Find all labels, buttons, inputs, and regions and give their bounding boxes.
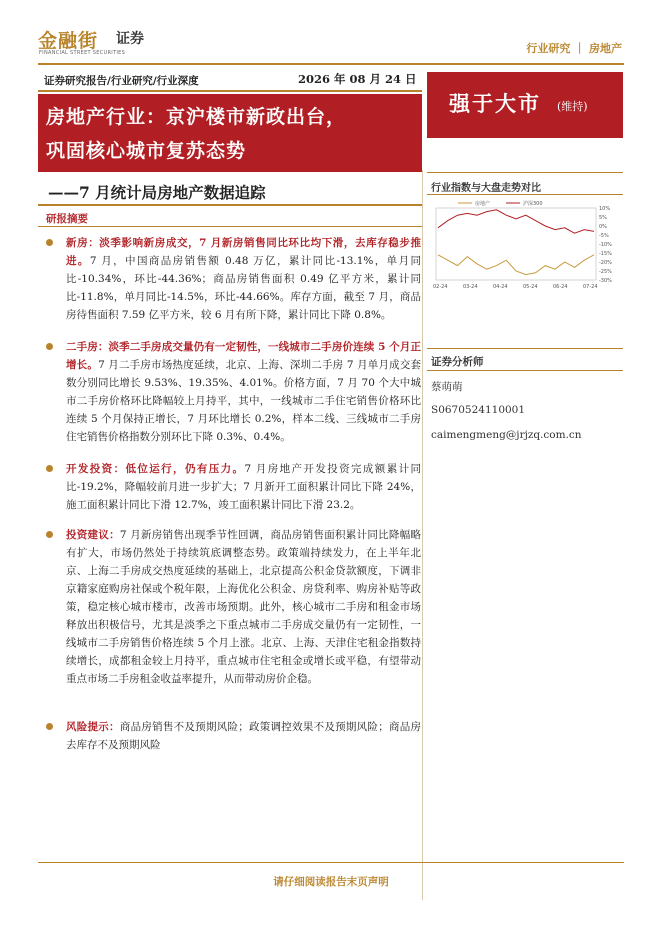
logo-sub-text: FINANCIAL STREET SECURITIES	[39, 50, 126, 56]
y-tick-label: -20%	[599, 260, 612, 266]
summary-item-body: 7 月，中国商品房销售额 0.48 万亿，累计同比-13.1%，单月同比-10.34%，环比-44.36%；商品房销售面积 0.49 亿平方米，累计同比-11.8%，单月同比-14.5%，环比-44.66%。库存方面，截至 7 月，商品房待售面积 7.59 亿平方米，较 6 月有所下降，累计同比下降 0.8%。	[66, 255, 421, 321]
analyst-license: S0670524110001	[431, 404, 526, 416]
rating-banner	[427, 72, 623, 138]
legend-label-0: 房地产	[475, 201, 491, 207]
x-tick-label: 07-24	[583, 284, 598, 290]
x-tick-label: 05-24	[523, 284, 538, 290]
bullet-dot-icon	[46, 531, 53, 538]
report-subtitle: ——7 月统计局房地产数据追踪	[48, 183, 266, 202]
series-line-1	[438, 210, 594, 233]
logo-main-text: 金融街	[38, 30, 99, 52]
meta-divider	[38, 90, 422, 92]
summary-item-new-home	[46, 234, 421, 324]
y-tick-label: 5%	[599, 215, 607, 221]
header-category: 行业研究 ｜ 房地产	[526, 42, 622, 55]
y-tick-label: -25%	[599, 269, 612, 275]
footer-disclaimer: 请仔细阅读报告末页声明	[273, 876, 389, 888]
rating-sub: (维持)	[557, 100, 588, 113]
chart-heading-divider	[427, 194, 623, 195]
chart-svg	[428, 196, 624, 300]
summary-item-lead: 投资建议：	[66, 529, 120, 541]
rating-main: 强于大市	[449, 91, 541, 116]
summary-item-advice	[46, 526, 421, 688]
analyst-heading-divider	[427, 370, 623, 371]
summary-item-lead: 开发投资：低位运行，仍有压力。	[66, 463, 245, 475]
sector-vs-index-chart	[428, 196, 624, 300]
title-banner	[38, 94, 422, 172]
report-date: 2026 年 08 月 24 日	[298, 72, 417, 86]
bullet-dot-icon	[46, 465, 53, 472]
chart-top-divider	[427, 172, 623, 173]
summary-divider	[38, 226, 422, 227]
analyst-top-divider	[427, 348, 623, 349]
y-tick-label: -10%	[599, 242, 612, 248]
legend-label-1: 沪深300	[523, 201, 543, 207]
title-line-2: 巩固核心城市复苏态势	[46, 140, 247, 162]
analyst-heading: 证券分析师	[431, 356, 484, 368]
analyst-email[interactable]: caimengmeng@jrjzq.com.cn	[431, 429, 582, 441]
x-tick-label: 02-24	[433, 284, 448, 290]
footer-divider	[38, 862, 624, 863]
summary-item-lead: 二手房：淡季二手房成交量仍有一定韧性，一线城市二手房价连续 5 个月正增长。	[66, 341, 421, 371]
title-line-1: 房地产行业：京沪楼市新政出台，	[46, 106, 347, 128]
subtitle-divider	[38, 204, 422, 206]
summary-item-investment	[46, 460, 421, 514]
x-tick-label: 03-24	[463, 284, 478, 290]
column-divider	[422, 170, 423, 900]
series-line-0	[438, 255, 594, 275]
bullet-dot-icon	[46, 343, 53, 350]
y-tick-label: -30%	[599, 278, 612, 284]
summary-item-risk	[46, 718, 421, 754]
x-tick-label: 04-24	[493, 284, 508, 290]
summary-heading: 研报摘要	[46, 213, 88, 225]
company-logo	[38, 24, 144, 58]
y-tick-label: -5%	[599, 233, 609, 239]
summary-item-body: 7 月二手房市场热度延续，北京、上海、深圳二手房 7 月单月成交套数分别同比增长 9.53%、19.35%、4.01%。价格方面，7 月 70 个大中城市二手房价格环比降幅较上月持平，其中，一线城市二手住宅销售价格环比连续 5 个月保持正增长，7 月环比增长 0.2%，样本二线、三线城市二手房住宅销售价格指数分别环比下降 0.3%、0.4%。	[66, 359, 422, 443]
summary-item-lead: 新房：淡季影响新房成交，7 月新房销售同比环比均下滑，去库存稳步推进。	[66, 237, 421, 267]
header-divider	[38, 63, 624, 65]
chart-heading: 行业指数与大盘走势对比	[431, 183, 541, 194]
report-type: 证券研究报告/行业研究/行业深度	[44, 75, 199, 87]
summary-item-lead: 风险提示：	[66, 721, 120, 733]
y-tick-label: 10%	[599, 206, 611, 212]
summary-item-second-hand	[46, 338, 421, 446]
x-tick-label: 06-24	[553, 284, 568, 290]
bullet-dot-icon	[46, 723, 53, 730]
summary-item-body: 商品房销售不及预期风险；政策调控效果不及预期风险；商品房去库存不及预期风险	[66, 721, 421, 751]
summary-item-body: 7 月房地产开发投资完成额累计同比-19.2%，降幅较前月进一步扩大；7 月新开工面积累计同比下降 24%，施工面积累计同比下滑 12.7%，竣工面积累计同比下滑 23.2。	[66, 463, 421, 511]
y-tick-label: -15%	[599, 251, 612, 257]
bullet-dot-icon	[46, 239, 53, 246]
summary-item-body: 7 月新房销售出现季节性回调，商品房销售面积累计同比降幅略有扩大，市场仍然处于持续筑底调整态势。政策端持续发力，在上半年北京、上海二手房成交热度延续的基础上，北京提高公积金贷款额度，下调非京籍家庭购房社保或个税年限，上海优化公积金、房贷利率、购房补贴等政策，稳定核心城市楼市，改善市场预期。此外，核心城市二手房和租金市场释放出积极信号，尤其是淡季之下重点城市二手房成交量仍有一定韧性，一线城市二手房销售价格连续 5 个月上涨。北京、上海、天津住宅租金指数持续增长，成都租金较上月持平，重点城市住宅租金或增长或平稳，有望带动重点市场二手房租金收益率提升，从而带动房价企稳。	[66, 529, 421, 685]
y-tick-label: 0%	[599, 224, 607, 230]
logo-sec-text: 证券	[116, 31, 144, 47]
analyst-name: 蔡萌萌	[431, 381, 463, 393]
